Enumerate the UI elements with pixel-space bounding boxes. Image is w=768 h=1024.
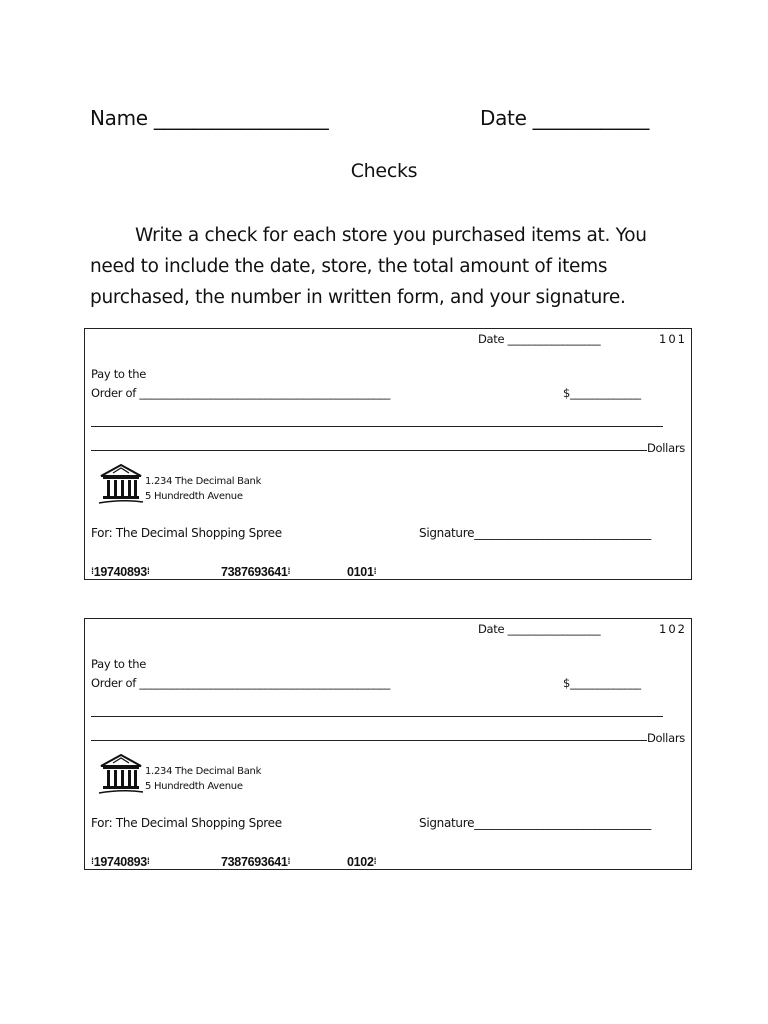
check-101 — [84, 328, 692, 580]
name-field: Name __________________ — [90, 106, 329, 130]
written-amount-line — [91, 426, 663, 427]
micr-check-number: 0102 — [347, 855, 374, 869]
micr-onus-icon: ⁞ — [287, 856, 291, 866]
page-title: Checks — [350, 160, 418, 182]
micr-transit-icon: ⁞ — [146, 566, 150, 576]
micr-transit-icon: ⁞ — [146, 856, 150, 866]
written-amount-line — [91, 716, 663, 717]
micr-check — [347, 565, 376, 579]
micr-routing-number: 19740893 — [93, 855, 147, 869]
written-amount-line — [91, 740, 647, 741]
micr-account-number: 7387693641 — [221, 565, 288, 579]
bank-name: 1.234 The Decimal Bank — [145, 766, 262, 777]
written-amount-line — [91, 450, 647, 451]
micr-account-number: 7387693641 — [221, 855, 288, 869]
bank-building-icon — [97, 753, 145, 795]
micr-transit-icon: ⁞ — [91, 856, 94, 866]
dollars-label: Dollars — [647, 441, 685, 455]
micr-routing — [91, 565, 150, 579]
check-number: 102 — [659, 622, 687, 636]
memo-field: For: The Decimal Shopping Spree — [91, 526, 282, 540]
micr-onus-icon: ⁞ — [287, 566, 291, 576]
bank-address: 5 Hundredth Avenue — [145, 491, 243, 502]
micr-routing-number: 19740893 — [93, 565, 147, 579]
dollars-label: Dollars — [647, 731, 685, 745]
micr-routing — [91, 855, 150, 869]
signature-field: Signature_______________________________ — [419, 526, 651, 540]
amount-field: $_____________ — [563, 386, 641, 400]
micr-onus-icon: ⁞ — [373, 856, 377, 866]
check-date-field: Date _________________ — [478, 332, 601, 346]
micr-check — [347, 855, 376, 869]
check-102 — [84, 618, 692, 870]
amount-field: $_____________ — [563, 676, 641, 690]
micr-check-number: 0101 — [347, 565, 374, 579]
order-of-field: Order of ______________________________________________ — [91, 386, 391, 400]
bank-name: 1.234 The Decimal Bank — [145, 476, 262, 487]
instructions-text: Write a check for each store you purchased items at. You need to include the date, store, the total amount of items purchased, the number in written form, and your signature. — [90, 225, 647, 308]
date-field: Date ____________ — [480, 106, 650, 130]
bank-address: 5 Hundredth Avenue — [145, 781, 243, 792]
check-number: 101 — [659, 332, 687, 346]
micr-transit-icon: ⁞ — [91, 566, 94, 576]
bank-building-icon — [97, 463, 145, 505]
signature-field: Signature_______________________________ — [419, 816, 651, 830]
pay-to-label: Pay to the — [91, 657, 146, 671]
check-date-field: Date _________________ — [478, 622, 601, 636]
memo-field: For: The Decimal Shopping Spree — [91, 816, 282, 830]
micr-account — [221, 855, 290, 869]
order-of-field: Order of ______________________________________________ — [91, 676, 391, 690]
micr-onus-icon: ⁞ — [373, 566, 377, 576]
pay-to-label: Pay to the — [91, 367, 146, 381]
instructions — [90, 220, 690, 313]
micr-account — [221, 565, 290, 579]
